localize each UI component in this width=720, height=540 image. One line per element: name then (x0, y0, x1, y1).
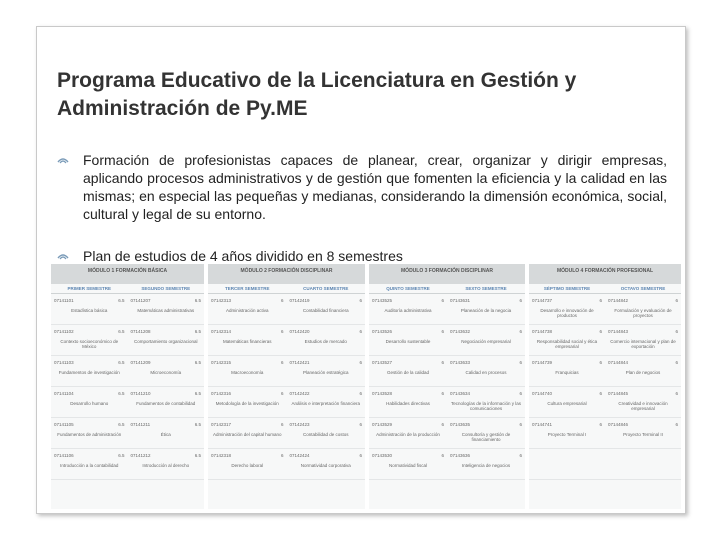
course-cell (128, 294, 205, 324)
course-credits: 6 (441, 298, 444, 303)
course-code: 07143633 (450, 360, 471, 365)
course-name: Ética (160, 432, 171, 437)
course-credits: 6.5 (194, 422, 201, 427)
semester-headers (51, 284, 204, 294)
bullet-item (57, 151, 667, 223)
semester-header: CUARTO SEMESTRE (303, 286, 349, 291)
course-cell (287, 356, 366, 386)
course-row (529, 387, 681, 418)
course-code: 07144842 (608, 298, 629, 303)
course-name: Responsabilidad social y ética empresarial (536, 339, 598, 349)
course-name: Proyecto Terminal I (547, 432, 587, 437)
module-title: MÓDULO 3 FORMACIÓN DISCIPLINAR (369, 264, 525, 284)
course-credits: 6.5 (194, 391, 201, 396)
course-credits: 6.5 (118, 422, 125, 427)
course-code: 07141208 (130, 329, 151, 334)
course-row (369, 356, 525, 387)
course-credits: 6 (519, 391, 522, 396)
course-name: Desarrollo sustentable (385, 339, 431, 344)
course-credits: 6 (519, 360, 522, 365)
course-credits: 6 (280, 329, 284, 334)
course-credits: 6 (675, 422, 678, 427)
course-credits: 6 (441, 329, 444, 334)
bullet-text: Formación de profesionistas capaces de planear, crear, organizar y dirigir empresas, aplicando procesos administrativos y de gestión que fomenten la eficiencia y la calidad en las mismas; en especial las pequeñas y medianas, considerando la dimensión económica, social, cultural y legal de su entorno. (83, 152, 667, 222)
course-cell (529, 325, 605, 355)
course-cell (51, 325, 128, 355)
course-name: Administración de la producción (376, 432, 440, 437)
course-code: 07141103 (54, 360, 74, 365)
course-credits: 6.5 (194, 360, 201, 365)
course-row (208, 356, 365, 387)
module-title: MÓDULO 1 FORMACIÓN BÁSICA (51, 264, 204, 284)
slide-frame (36, 26, 686, 514)
course-name: Contexto socioeconómico de México (60, 339, 119, 349)
course-cell (208, 356, 287, 386)
course-name: Planeación estratégica (302, 370, 349, 375)
course-credits: 6.5 (194, 329, 201, 334)
course-cell (287, 449, 366, 479)
curriculum-module (529, 264, 681, 509)
course-code: 07144846 (608, 422, 629, 427)
course-name: Introducción a la contabilidad (60, 463, 119, 468)
course-code: 07143631 (450, 298, 471, 303)
course-cell (287, 325, 366, 355)
course-cell (447, 418, 525, 448)
course-credits: 6 (599, 422, 602, 427)
course-code: 07143634 (450, 391, 471, 396)
course-name: Estudios de mercado (304, 339, 347, 344)
course-cell (605, 325, 681, 355)
course-name: Inteligencia de negocios (461, 463, 511, 468)
course-row (529, 356, 681, 387)
bullet-icon (57, 155, 69, 165)
course-name: Franquicias (555, 370, 579, 375)
course-cell (605, 418, 681, 448)
course-code: 07141102 (54, 329, 74, 334)
course-credits: 6.5 (118, 391, 125, 396)
course-cell (369, 387, 447, 417)
course-cell (529, 294, 605, 324)
course-code: 07141212 (130, 453, 151, 458)
course-cell (287, 294, 366, 324)
course-name: Administración del capital humano (212, 432, 282, 437)
bullet-item (57, 247, 667, 265)
course-cell (128, 325, 205, 355)
course-name: Negociación empresarial (461, 339, 511, 344)
course-name: Calidad en procesos (465, 370, 507, 375)
course-name: Administración activa (225, 308, 269, 313)
course-cell (529, 449, 605, 479)
course-row (51, 294, 204, 325)
course-name: Fundamentos de administración (57, 432, 122, 437)
course-code: 07142317 (211, 422, 232, 427)
course-credits: 6 (519, 298, 522, 303)
course-name: Tecnologías de la información y las comunicaciones (450, 401, 522, 411)
course-credits: 6.5 (118, 360, 125, 365)
course-credits: 6.5 (118, 329, 125, 334)
course-name: Gestión de la calidad (386, 370, 430, 375)
course-code: 07144843 (608, 329, 629, 334)
course-cell (369, 294, 447, 324)
course-name: Habilidades directivas (386, 401, 430, 406)
course-code: 07143526 (372, 329, 393, 334)
course-cell (447, 294, 525, 324)
course-credits: 6.5 (194, 453, 201, 458)
course-row (369, 418, 525, 449)
course-credits: 6 (519, 329, 522, 334)
course-code: 07141209 (130, 360, 151, 365)
course-credits: 6.5 (118, 453, 125, 458)
course-row (529, 294, 681, 325)
course-cell (287, 418, 366, 448)
curriculum-module (208, 264, 365, 509)
course-credits: 6 (280, 391, 284, 396)
course-row (208, 294, 365, 325)
course-credits: 6 (441, 422, 444, 427)
course-row (208, 418, 365, 449)
course-cell (369, 449, 447, 479)
course-cell (369, 418, 447, 448)
module-title: MÓDULO 2 FORMACIÓN DISCIPLINAR (208, 264, 365, 284)
course-row (529, 325, 681, 356)
course-name: Metodología de la investigación (215, 401, 279, 406)
course-code: 07143529 (372, 422, 393, 427)
course-credits: 6 (519, 453, 522, 458)
course-credits: 6 (599, 360, 602, 365)
course-credits: 6 (280, 298, 284, 303)
course-code: 07141106 (54, 453, 74, 458)
course-code: 07141105 (54, 422, 74, 427)
course-cell (128, 418, 205, 448)
course-code: 07142314 (211, 329, 232, 334)
course-credits: 6 (280, 453, 284, 458)
course-code: 07144740 (532, 391, 553, 396)
semester-header: QUINTO SEMESTRE (386, 286, 430, 291)
course-cell (605, 449, 681, 479)
course-row (51, 387, 204, 418)
course-cell (447, 356, 525, 386)
course-row (369, 387, 525, 418)
course-code: 07142419 (289, 298, 310, 303)
course-cell (529, 387, 605, 417)
course-row (369, 325, 525, 356)
course-row (369, 449, 525, 480)
bullet-text: Plan de estudios de 4 años dividido en 8 semestres (83, 248, 403, 264)
course-cell (128, 387, 205, 417)
course-credits: 6 (441, 391, 444, 396)
course-name: Matemáticas administrativas (137, 308, 195, 313)
bullet-icon (57, 251, 69, 261)
course-name: Fundamentos de contabilidad (136, 401, 196, 406)
course-name: Contabilidad de costos (302, 432, 349, 437)
course-code: 07144737 (532, 298, 553, 303)
course-credits: 6 (359, 298, 362, 303)
course-cell (605, 356, 681, 386)
course-cell (529, 418, 605, 448)
course-credits: 6 (359, 422, 362, 427)
course-code: 07142421 (289, 360, 310, 365)
course-name: Macroeconomía (231, 370, 264, 375)
course-name: Normatividad fiscal (388, 463, 427, 468)
course-name: Comercio internacional y plan de exportación (610, 339, 676, 349)
course-credits: 6 (359, 453, 362, 458)
course-code: 07143635 (450, 422, 471, 427)
course-name: Desarrollo humano (70, 401, 109, 406)
slide-title: Programa Educativo de la Licenciatura en Gestión y Administración de Py.ME (57, 69, 577, 120)
semester-headers (369, 284, 525, 294)
course-row (51, 449, 204, 480)
course-credits: 6 (675, 391, 678, 396)
semester-headers (208, 284, 365, 294)
course-cell (447, 449, 525, 479)
course-cell (51, 418, 128, 448)
curriculum-module (369, 264, 525, 509)
semester-header: OCTAVO SEMESTRE (620, 286, 666, 291)
course-code: 07144844 (608, 360, 629, 365)
course-credits: 6 (280, 422, 284, 427)
course-code: 07142315 (211, 360, 232, 365)
course-cell (529, 356, 605, 386)
course-code: 07143530 (372, 453, 393, 458)
course-credits: 6 (359, 391, 362, 396)
course-name: Matemáticas financieras (222, 339, 272, 344)
course-code: 07143636 (450, 453, 471, 458)
course-credits: 6 (359, 360, 362, 365)
course-code: 07143525 (372, 298, 393, 303)
course-cell (605, 294, 681, 324)
course-cell (605, 387, 681, 417)
course-name: Introducción al derecho (142, 463, 190, 468)
course-row (208, 387, 365, 418)
course-credits: 6.5 (194, 298, 201, 303)
semester-headers (529, 284, 681, 294)
course-code: 07142318 (211, 453, 232, 458)
course-name: Estadística básica (71, 308, 108, 313)
course-name: Planeación de la negocia (460, 308, 512, 313)
course-name: Consultoría y gestión de financiamiento (461, 432, 511, 442)
curriculum-module (51, 264, 204, 509)
course-code: 07143632 (450, 329, 471, 334)
course-cell (51, 387, 128, 417)
course-code: 07144845 (608, 391, 629, 396)
course-credits: 6 (675, 298, 678, 303)
course-name: Creatividad e innovación empresarial (618, 401, 668, 411)
course-row (529, 418, 681, 449)
course-cell (128, 356, 205, 386)
course-name: Proyecto Terminal II (623, 432, 663, 437)
semester-header: SÉPTIMO SEMESTRE (543, 286, 591, 291)
semester-header: TERCER SEMESTRE (224, 286, 270, 291)
course-cell (369, 356, 447, 386)
course-row (208, 325, 365, 356)
course-credits: 6 (441, 453, 444, 458)
course-name: Derecho laboral (231, 463, 264, 468)
course-credits: 6.5 (118, 298, 125, 303)
course-credits: 6 (675, 360, 678, 365)
semester-header: SEGUNDO SEMESTRE (141, 286, 191, 291)
course-code: 07142422 (289, 391, 310, 396)
course-code: 07144738 (532, 329, 553, 334)
course-name: Análisis e interpretación financiera (291, 401, 361, 406)
course-name: Contabilidad financiera (302, 308, 349, 313)
course-code: 07141104 (54, 391, 74, 396)
course-code: 07142420 (289, 329, 310, 334)
course-code: 07141207 (130, 298, 151, 303)
course-cell (447, 387, 525, 417)
course-name: Plan de negocios (625, 370, 661, 375)
course-credits: 6 (675, 329, 678, 334)
course-cell (128, 449, 205, 479)
course-credits: 6 (280, 360, 284, 365)
course-code: 07141211 (130, 422, 151, 427)
course-credits: 6 (599, 298, 602, 303)
course-name: Normatividad corporativa (300, 463, 351, 468)
course-code: 07141210 (130, 391, 151, 396)
course-code: 07144739 (532, 360, 553, 365)
course-credits: 6 (599, 329, 602, 334)
course-row (51, 356, 204, 387)
course-cell (51, 356, 128, 386)
course-cell (447, 325, 525, 355)
course-cell (208, 294, 287, 324)
course-name: Auditoría administrativa (384, 308, 432, 313)
course-cell (287, 387, 366, 417)
course-cell (208, 325, 287, 355)
course-credits: 6 (359, 329, 362, 334)
course-row (51, 418, 204, 449)
course-code: 07143527 (372, 360, 393, 365)
course-code: 07142313 (211, 298, 232, 303)
course-credits: 6 (441, 360, 444, 365)
course-name: Cultura empresarial (547, 401, 587, 406)
course-row (369, 294, 525, 325)
course-cell (208, 387, 287, 417)
course-code: 07144741 (532, 422, 553, 427)
course-code: 07142423 (289, 422, 310, 427)
course-code: 07143528 (372, 391, 393, 396)
course-code: 07142316 (211, 391, 232, 396)
course-cell (208, 449, 287, 479)
course-credits: 6 (599, 391, 602, 396)
course-code: 07142424 (289, 453, 310, 458)
course-name: Fundamentos de investigación (58, 370, 120, 375)
course-row (208, 449, 365, 480)
course-cell (51, 449, 128, 479)
course-row (529, 449, 681, 480)
curriculum-map-image (51, 264, 681, 509)
semester-header: SEXTO SEMESTRE (465, 286, 507, 291)
course-code: 07141101 (54, 298, 74, 303)
course-credits: 6 (519, 422, 522, 427)
course-cell (208, 418, 287, 448)
course-name: Comportamiento organizacional (133, 339, 198, 344)
semester-header: PRIMER SEMESTRE (67, 286, 111, 291)
course-name: Formulación y evaluación de proyectos (614, 308, 672, 318)
course-name: Desarrollo e innovación de productos (540, 308, 594, 318)
course-cell (369, 325, 447, 355)
module-title: MÓDULO 4 FORMACIÓN PROFESIONAL (529, 264, 681, 284)
course-name: Microeconomía (150, 370, 182, 375)
course-cell (51, 294, 128, 324)
course-row (51, 325, 204, 356)
